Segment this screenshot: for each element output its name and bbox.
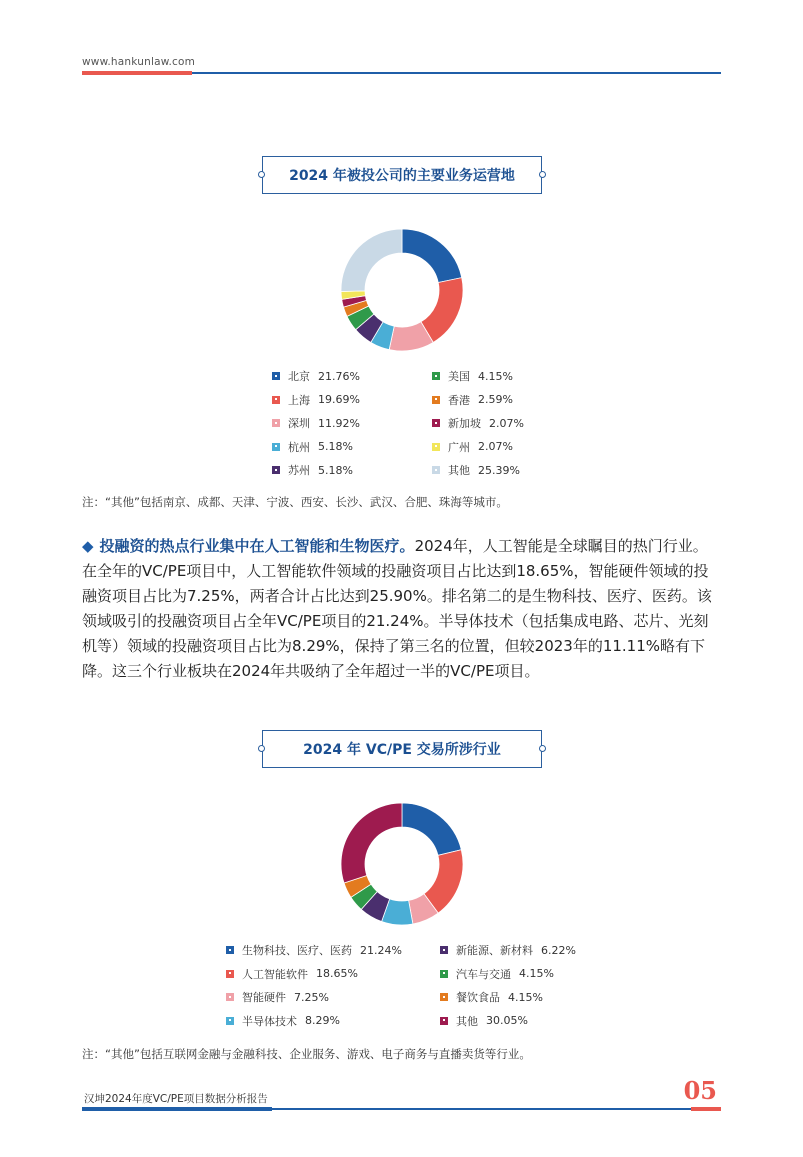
- legend-value: 6.22%: [541, 943, 576, 957]
- chart1-title-box: [262, 156, 542, 194]
- chart1-slice-0: [402, 229, 462, 283]
- legend-value: 4.15%: [508, 990, 543, 1004]
- chart2-title-box: [262, 730, 542, 768]
- chart1-legend-item: [432, 368, 513, 384]
- legend-label: 半导体技术: [242, 1014, 297, 1028]
- legend-label: 苏州: [288, 464, 310, 477]
- footer-report-title: 汉坤2024年度VC/PE项目数据分析报告: [84, 1093, 268, 1105]
- legend-swatch-icon: [272, 396, 280, 404]
- legend-swatch-icon: [440, 993, 448, 1001]
- chart2-donut: [340, 802, 464, 926]
- legend-value: 7.25%: [294, 990, 329, 1004]
- legend-value: 21.76%: [318, 369, 360, 383]
- legend-swatch-icon: [432, 419, 440, 427]
- legend-value: 25.39%: [478, 463, 520, 477]
- legend-swatch-icon: [432, 372, 440, 380]
- legend-label: 杭州: [288, 440, 310, 454]
- legend-swatch-icon: [226, 1017, 234, 1025]
- body-paragraph: [82, 534, 722, 684]
- legend-label: 生物科技、医疗、医药: [242, 944, 352, 957]
- legend-label: 其他: [448, 464, 470, 477]
- legend-value: 2.59%: [478, 393, 513, 406]
- legend-value: 8.29%: [305, 1014, 340, 1027]
- legend-label: 人工智能软件: [242, 967, 308, 981]
- header-accent-bar: [82, 71, 192, 75]
- legend-value: 2.07%: [478, 440, 513, 453]
- chart1-legend-item: [272, 368, 360, 384]
- chart2-legend-item: [440, 1013, 528, 1029]
- chart2-legend-item: [440, 942, 576, 958]
- chart2-legend-item: [226, 966, 358, 982]
- chart2-title: 2024 年 VC/PE 交易所涉行业: [303, 742, 501, 758]
- page-number: 05: [683, 1076, 717, 1105]
- legend-value: 11.92%: [318, 416, 360, 430]
- chart2-slice-7: [341, 803, 402, 883]
- legend-swatch-icon: [272, 443, 280, 451]
- paragraph-lead: 投融资的热点行业集中在人工智能和生物医疗。: [99, 537, 415, 555]
- chart2-slice-0: [402, 803, 461, 855]
- chart1-legend-item: [432, 415, 524, 431]
- legend-label: 智能硬件: [242, 991, 286, 1004]
- chart1-donut: [340, 228, 464, 352]
- chart1-legend: [272, 368, 572, 488]
- chart1-legend-item: [272, 462, 353, 478]
- footer-accent-bar: [82, 1107, 272, 1111]
- legend-swatch-icon: [272, 372, 280, 380]
- diamond-bullet-icon: ◆: [82, 537, 94, 555]
- legend-value: 5.18%: [318, 440, 353, 453]
- chart1-legend-item: [272, 392, 360, 408]
- legend-label: 北京: [288, 370, 310, 383]
- legend-label: 深圳: [288, 417, 310, 430]
- legend-value: 21.24%: [360, 943, 402, 957]
- site-url[interactable]: www.hankunlaw.com: [82, 56, 196, 68]
- legend-label: 新加坡: [448, 417, 481, 430]
- legend-label: 香港: [448, 393, 470, 407]
- legend-label: 广州: [448, 440, 470, 454]
- chart1-legend-item: [272, 415, 360, 431]
- legend-value: 19.69%: [318, 393, 360, 406]
- chart1-slice-9: [341, 229, 402, 291]
- chart2-legend-item: [226, 1013, 340, 1029]
- legend-label: 美国: [448, 370, 470, 383]
- legend-swatch-icon: [440, 946, 448, 954]
- paragraph-body: 2024年，人工智能是全球瞩目的热门行业。在全年的VC/PE项目中，人工智能软件领域的投融资项目占比达到18.65%，智能硬件领域的投融资项目占比为7.25%，两者合计占比达到25.90%。排名第二的是生物科技、医疗、医药。该领域吸引的投融资项目占全年VC/PE项目的21.24%。半导体技术（包括集成电路、芯片、光刻机等）领域的投融资项目占比为8.29%，保持了第三名的位置，但较2023年的11.11%略有下降。这三个行业板块在2024年共吸纳了全年超过一半的VC/PE项目。: [82, 537, 712, 680]
- legend-swatch-icon: [226, 946, 234, 954]
- legend-swatch-icon: [272, 419, 280, 427]
- chart2-legend-item: [440, 989, 543, 1005]
- legend-label: 其他: [456, 1014, 478, 1028]
- chart2-legend-item: [226, 942, 402, 958]
- chart2-legend-item: [226, 989, 329, 1005]
- legend-value: 5.18%: [318, 463, 353, 477]
- chart1-legend-item: [272, 439, 353, 455]
- chart1-legend-item: [432, 392, 513, 408]
- legend-label: 餐饮食品: [456, 991, 500, 1004]
- legend-swatch-icon: [432, 396, 440, 404]
- legend-label: 新能源、新材料: [456, 944, 533, 957]
- chart2-legend: [226, 942, 586, 1042]
- legend-swatch-icon: [440, 970, 448, 978]
- legend-label: 上海: [288, 393, 310, 407]
- legend-swatch-icon: [226, 993, 234, 1001]
- legend-value: 4.15%: [478, 369, 513, 383]
- legend-swatch-icon: [440, 1017, 448, 1025]
- chart2-note: 注：“其他”包括互联网金融与金融科技、企业服务、游戏、电子商务与直播卖货等行业。: [82, 1047, 531, 1061]
- chart1-legend-item: [432, 462, 520, 478]
- legend-value: 30.05%: [486, 1014, 528, 1027]
- chart1-note: 注：“其他”包括南京、成都、天津、宁波、西安、长沙、武汉、合肥、珠海等城市。: [82, 495, 508, 509]
- legend-value: 4.15%: [519, 967, 554, 980]
- chart2-legend-item: [440, 966, 554, 982]
- legend-swatch-icon: [432, 466, 440, 474]
- legend-swatch-icon: [226, 970, 234, 978]
- footer-accent-bar-right: [691, 1107, 721, 1111]
- legend-value: 18.65%: [316, 967, 358, 980]
- legend-swatch-icon: [432, 443, 440, 451]
- legend-label: 汽车与交通: [456, 967, 511, 981]
- legend-swatch-icon: [272, 466, 280, 474]
- chart1-title: 2024 年被投公司的主要业务运营地: [289, 168, 515, 184]
- chart1-legend-item: [432, 439, 513, 455]
- legend-value: 2.07%: [489, 416, 524, 430]
